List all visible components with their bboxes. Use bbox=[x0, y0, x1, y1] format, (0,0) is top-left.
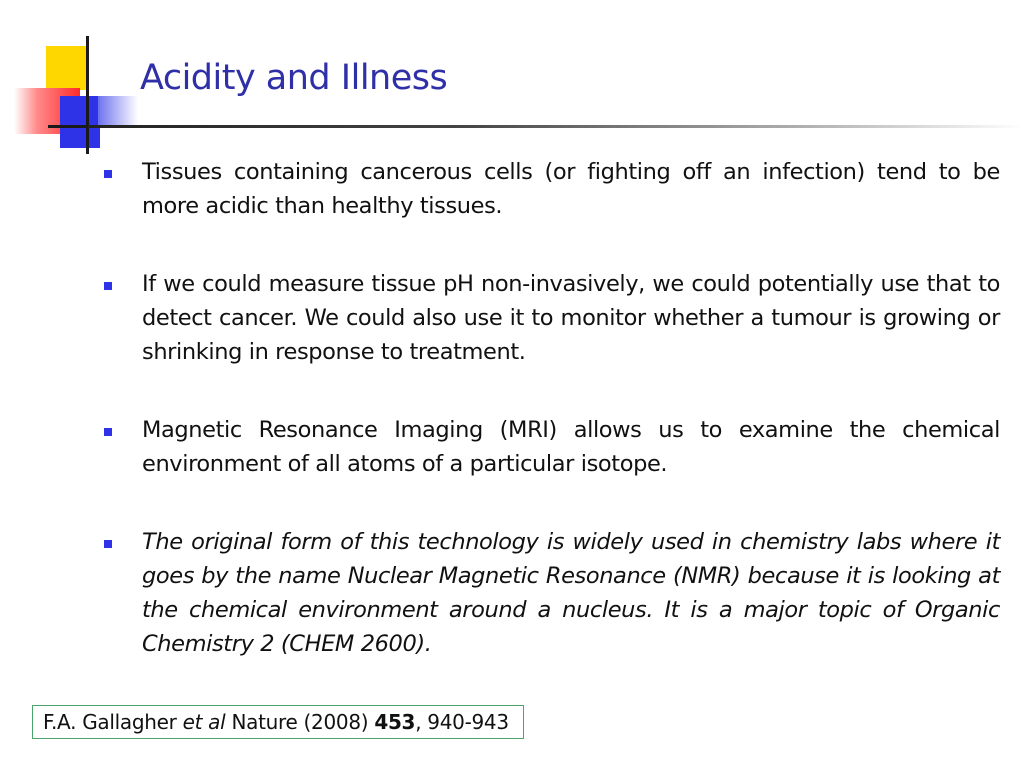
square-bullet-icon bbox=[104, 540, 112, 548]
citation-journal-year: Nature (2008) bbox=[231, 710, 369, 734]
yellow-square-decoration bbox=[46, 46, 88, 90]
citation-author: F.A. Gallagher bbox=[43, 710, 177, 734]
title-underline-rule bbox=[88, 125, 1024, 128]
bullet-item bbox=[104, 155, 1000, 223]
square-bullet-icon bbox=[104, 428, 112, 436]
bullet-list bbox=[104, 155, 1000, 705]
slide-logo-decoration bbox=[0, 0, 140, 160]
square-bullet-icon bbox=[104, 170, 112, 178]
bullet-text: Tissues containing cancerous cells (or fighting off an infection) tend to be more acidic than healthy tissues. bbox=[142, 159, 1000, 219]
bullet-item bbox=[104, 413, 1000, 481]
slide-title: Acidity and Illness bbox=[140, 58, 448, 98]
citation-pages: , 940-943 bbox=[415, 710, 509, 734]
bullet-item bbox=[104, 525, 1000, 661]
citation-box bbox=[32, 705, 524, 739]
square-bullet-icon bbox=[104, 282, 112, 290]
bullet-item bbox=[104, 267, 1000, 369]
blue-fade-decoration bbox=[98, 96, 138, 126]
logo-vertical-line bbox=[86, 36, 89, 154]
bullet-text: The original form of this technology is widely used in chemistry labs where it goes by the name Nuclear Magnetic Resonance (NMR) because it is looking at the chemical environment around a nucleus. It is a major topic of Organic Chemistry 2 (CHEM 2600). bbox=[142, 529, 1000, 657]
blue-square-decoration bbox=[60, 96, 100, 148]
bullet-text: If we could measure tissue pH non-invasively, we could potentially use that to detect cancer. We could also use it to monitor whether a tumour is growing or shrinking in response to treatment. bbox=[142, 271, 1000, 365]
citation-etal: et al bbox=[182, 710, 226, 734]
citation-volume: 453 bbox=[374, 710, 416, 734]
bullet-text: Magnetic Resonance Imaging (MRI) allows us to examine the chemical environment of all atoms of a particular isotope. bbox=[142, 417, 1000, 477]
